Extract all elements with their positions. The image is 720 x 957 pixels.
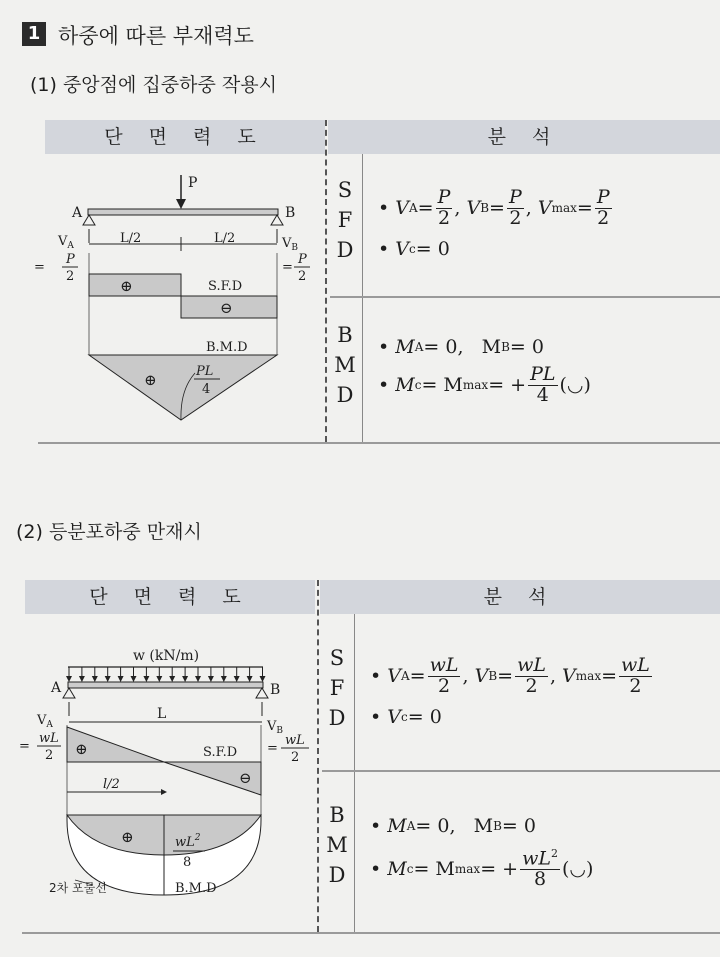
vb-frac-den: 2 [298,269,307,284]
udl-arrowhead [195,676,201,682]
bmd-label: B.M.D [206,340,248,355]
va-frac-num: P [66,252,75,267]
section1-divider [325,120,327,442]
vb-frac-num: P [298,252,307,267]
section1-bmd-formula-1: • M A = 0, M B = 0 [378,336,544,358]
section2-sfd-formula-2: • V c = 0 [370,706,442,728]
section2-bmd-letters: B M D [326,803,348,887]
load-label-p: P [188,175,198,191]
half-label: l/2 [103,777,120,792]
vb-eq: = [282,260,293,275]
udl-arrowhead [156,676,162,682]
section2-sfd-letters: S F D [328,646,346,730]
udl-arrowhead [66,676,72,682]
bmd-max-num: $wL^2$ [175,833,201,850]
beam [88,209,278,215]
section2-bmd-formula-1: • M A = 0, M B = 0 [370,815,536,837]
label-a: A [72,205,83,221]
bmd-max-num: PL [196,364,214,379]
va-frac-num: wL [39,731,59,746]
udl-arrowhead [260,676,266,682]
section2-col-right-header: 분 석 [320,580,720,614]
label-b: B [270,682,281,698]
section1-col-right-header: 분 석 [328,120,720,154]
sfd-plus-sign: ⊕ [120,277,133,295]
parabola-label: 2차 포물선 [49,881,107,895]
udl-arrowhead [118,676,124,682]
udl-arrows [66,667,266,682]
sfd-plus-sign: ⊕ [75,740,88,758]
section1-letter-divider [362,154,363,442]
va-label: $V_A$ [58,234,74,251]
load-arrowhead [176,199,186,209]
section1-row-divider [330,296,720,298]
sfd-positive [89,274,181,296]
page-title: 하중에 따른 부재력도 [58,24,254,48]
bmd-plus-sign: ⊕ [121,828,134,846]
beam [68,682,263,688]
vb-eq: = [267,741,278,756]
section1-sfd-formula-2: • V c = 0 [378,238,450,260]
udl-arrowhead [143,676,149,682]
bmd-label: B.M.D [175,881,217,896]
section1-col-left-header: 단 면 력 도 [45,120,325,154]
section-number-badge: 1 [22,22,46,46]
va-label: $V_A$ [37,713,53,730]
bmd-max-den: 8 [183,855,192,870]
section2-bottom-rule [22,932,720,934]
section2-letter-divider [354,614,355,932]
section2-row-divider [322,770,720,772]
section1-sfd-letters: S F D [336,178,354,262]
va-frac-den: 2 [45,748,54,763]
vb-label: $V_B$ [267,719,284,736]
load-label-w: w (kN/m) [133,648,200,664]
va-frac-den: 2 [66,269,75,284]
label-a: A [51,680,62,696]
bmd-plus-sign: ⊕ [144,371,157,389]
udl-arrowhead [182,676,188,682]
dim-label-right: L/2 [214,231,236,246]
support-b [271,215,283,225]
section2-bmd-formula-2: • M c = M max = + $\frac{wL^2}{8}$ (◡) [370,847,594,891]
section2-heading: (2) 등분포하중 만재시 [16,521,202,543]
udl-arrowhead [131,676,137,682]
section1-bottom-rule [38,442,720,444]
section2-diagram [15,630,317,910]
dim-label-left: L/2 [120,231,142,246]
bmd-triangle [89,355,277,420]
sfd-minus-sign: ⊖ [220,299,233,317]
udl-arrowhead [208,676,214,682]
udl-arrowhead [234,676,240,682]
label-b: B [285,205,296,221]
section1-sfd-formula-1: • V A = $\frac{P}{2}$ , V B = $\frac{P}{2}$ , V max = $\frac{P}{2}$ [378,186,610,229]
sfd-minus-sign: ⊖ [239,769,252,787]
section2-sfd-formula-1: • V A = $\frac{wL}{2}$ , V B = $\frac{wL}{2}$ , V max = $\frac{wL}{2}$ [370,654,650,697]
support-a [63,688,75,698]
support-a [83,215,95,225]
section1-bmd-formula-2: • M c = M max = + $\frac{PL}{4}$ (◡) [378,363,591,406]
vb-frac-num: wL [285,733,305,748]
va-eq: = [19,739,30,754]
sfd-label: S.F.D [208,279,243,294]
udl-arrowhead [169,676,175,682]
support-b [256,688,268,698]
section1-heading: (1) 중앙점에 집중하중 작용시 [30,74,277,96]
va-eq: = [34,260,45,275]
vb-frac-den: 2 [291,750,300,765]
vb-label: $V_B$ [282,236,299,253]
section1-diagram [30,165,325,435]
udl-arrowhead [79,676,85,682]
section2-divider [317,580,319,932]
udl-arrowhead [92,676,98,682]
sfd-label: S.F.D [203,745,238,760]
udl-arrowhead [247,676,253,682]
section1-bmd-letters: B M D [334,323,356,407]
udl-arrowhead [105,676,111,682]
span-label: L [157,706,167,722]
udl-arrowhead [221,676,227,682]
section2-col-left-header: 단 면 력 도 [25,580,315,614]
bmd-max-den: 4 [202,382,211,397]
